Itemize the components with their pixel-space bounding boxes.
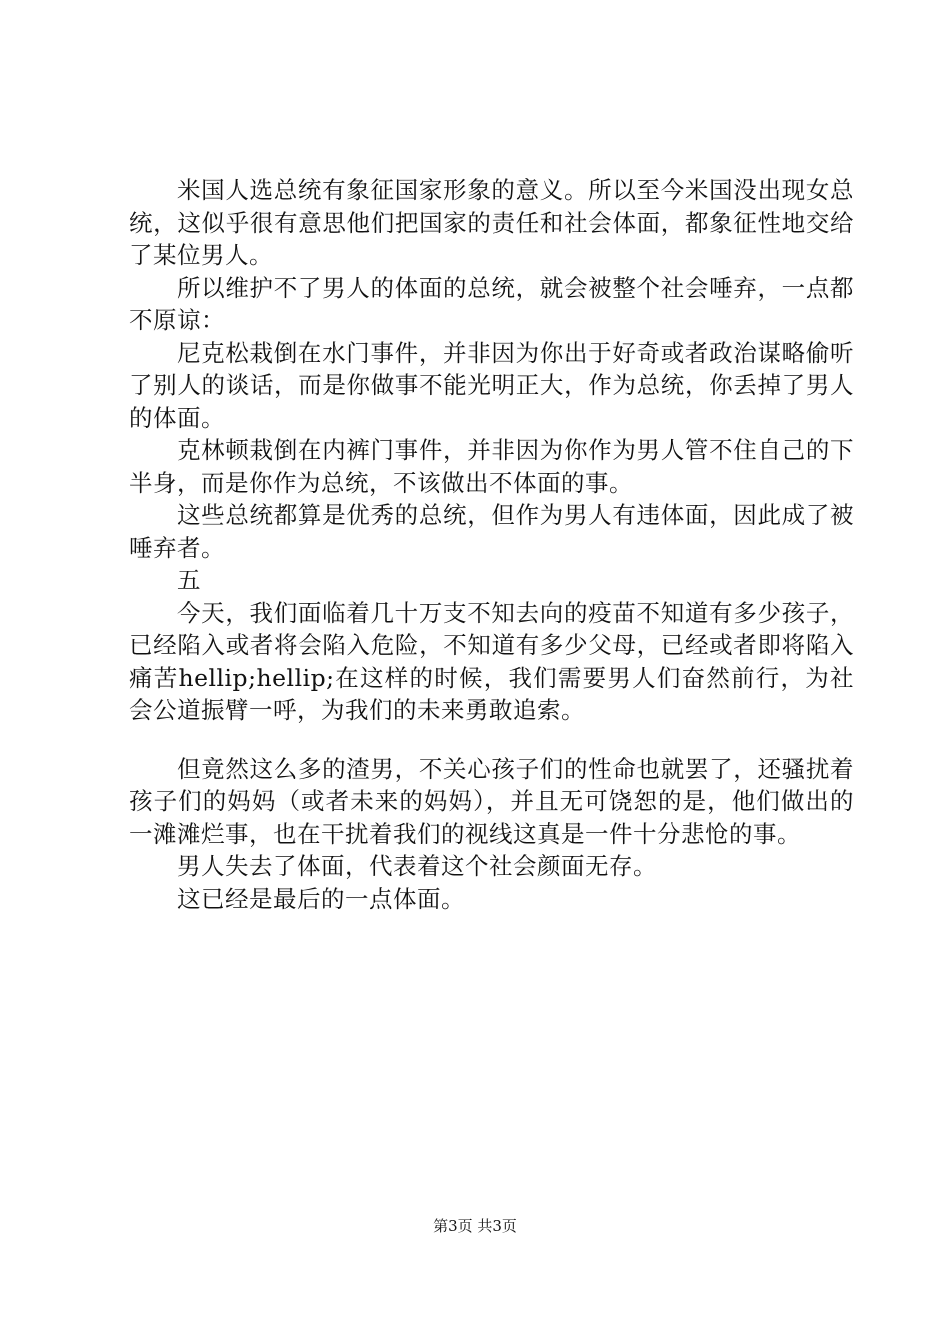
paragraph-6: 今天，我们面临着几十万支不知去向的疫苗不知道有多少孩子，已经陷入或者将会陷入危险，不知道有多少父母，已经或者即将陷入痛苦hellip;hellip;在这样的时候，我们需要男人们奋然前行，为社会公道振臂一呼，为我们的未来勇敢追索。 bbox=[129, 598, 854, 724]
document-body bbox=[129, 174, 854, 915]
paragraph-1: 米国人选总统有象征国家形象的意义。所以至今米国没出现女总统，这似乎很有意思他们把国家的责任和社会体面，都象征性地交给了某位男人。 bbox=[129, 176, 854, 269]
page-footer bbox=[0, 1216, 950, 1236]
paragraph-4: 克林顿栽倒在内裤门事件，并非因为你作为男人管不住自己的下半身，而是你作为总统，不该做出不体面的事。 bbox=[129, 436, 854, 497]
paragraph-7: 但竟然这么多的渣男，不关心孩子们的性命也就罢了，还骚扰着孩子们的妈妈（或者未来的妈妈），并且无可饶恕的是，他们做出的一滩滩烂事，也在干扰着我们的视线这真是一件十分悲怆的事。 bbox=[129, 754, 854, 848]
paragraph-5: 这些总统都算是优秀的总统，但作为男人有违体面，因此成了被唾弃者。 bbox=[129, 501, 854, 562]
paragraph-2: 所以维护不了男人的体面的总统，就会被整个社会唾弃，一点都不原谅： bbox=[129, 273, 854, 334]
paragraph-9: 这已经是最后的一点体面。 bbox=[177, 884, 465, 913]
paragraph-8: 男人失去了体面，代表着这个社会颜面无存。 bbox=[177, 852, 657, 880]
paragraph-3: 尼克松栽倒在水门事件，并非因为你出于好奇或者政治谋略偷听了别人的谈话，而是你做事不能光明正大，作为总统，你丢掉了男人的体面。 bbox=[129, 338, 854, 432]
section-heading-five: 五 bbox=[177, 566, 201, 594]
page-number-indicator: 第3页 共3页 bbox=[433, 1217, 517, 1235]
